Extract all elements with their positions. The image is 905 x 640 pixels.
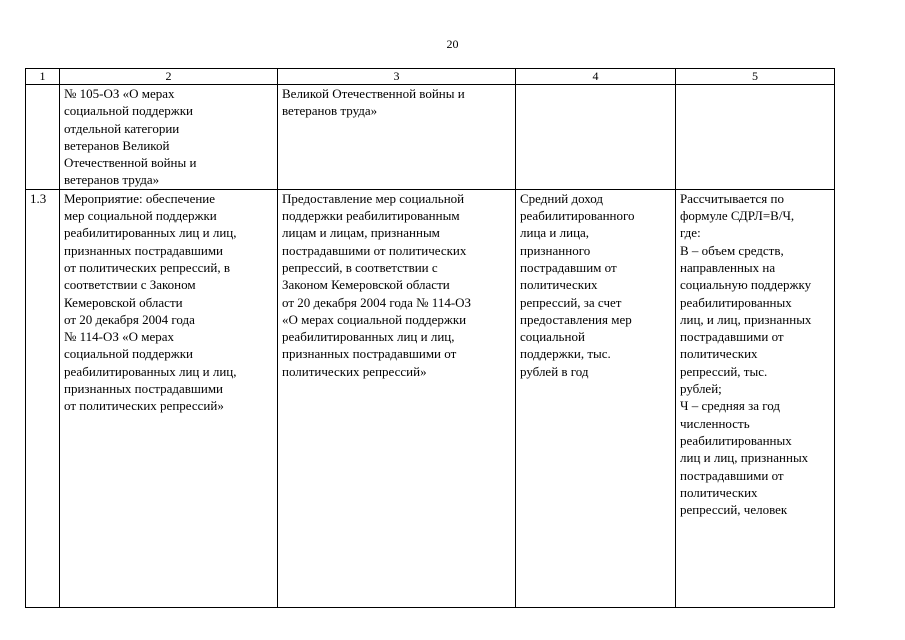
indicator-cell (516, 189, 676, 607)
page-number: 20 (446, 37, 459, 51)
description-cell (278, 85, 516, 190)
column-header: 5 (676, 69, 835, 85)
cell-text: Средний доход реабилитированного лица и лица, признанного пострадавшим от политических репрессий, за счет предоставления мер социальной поддержки, тыс. рублей в год (520, 190, 635, 379)
cell-text: № 105-ОЗ «О мерах социальной поддержки отдельной категории ветеранов Великой Отечественной войны и ветеранов труда» (64, 86, 197, 188)
cell-text: Мероприятие: обеспечение мер социальной поддержки реабилитированных лиц и лиц, признанных пострадавшими от политических репрессий, в соответствии с Законом Кемеровской области от 20 декабря 2004 года № 114-ОЗ «О мерах социальной поддержки реабилитированных лиц и лиц, признанных пострадавшими от политических репрессий» (64, 190, 237, 414)
column-header: 2 (60, 69, 278, 85)
formula-cell (676, 189, 835, 607)
row-number-cell (26, 189, 60, 607)
table-row (26, 85, 835, 190)
cell-text: Великой Отечественной войны и ветеранов труда» (282, 86, 465, 119)
column-header: 4 (516, 69, 676, 85)
document-table (25, 68, 835, 608)
cell-text: Предоставление мер социальной поддержки реабилитированным лицам и лицам, признанным пострадавшими от политических репрессий, в соответствии с Законом Кемеровской области от 20 декабря 2004 года № 114-ОЗ «О мерах социальной поддержки реабилитированных лиц и лиц, признанных пострадавшими от политических репрессий» (282, 190, 472, 379)
description-cell (278, 189, 516, 607)
formula-cell (676, 85, 835, 190)
cell-text: Рассчитывается по формуле СДРЛ=В/Ч, где: В – объем средств, направленных на социальную поддержку реабилитированных лиц, и лиц, признанных пострадавшими от политических репрессий, тыс. рублей; Ч – средняя за год численность реабилитированных лиц и лиц, признанных пострадавшими от политических репрессий, человек (680, 190, 812, 518)
law-reference-cell (60, 85, 278, 190)
column-header: 1 (26, 69, 60, 85)
table-row (26, 189, 835, 607)
table-header-row (26, 69, 835, 85)
indicator-cell (516, 85, 676, 190)
measure-cell (60, 189, 278, 607)
column-header: 3 (278, 69, 516, 85)
row-number-cell (26, 85, 60, 190)
row-number: 1.3 (30, 190, 47, 206)
